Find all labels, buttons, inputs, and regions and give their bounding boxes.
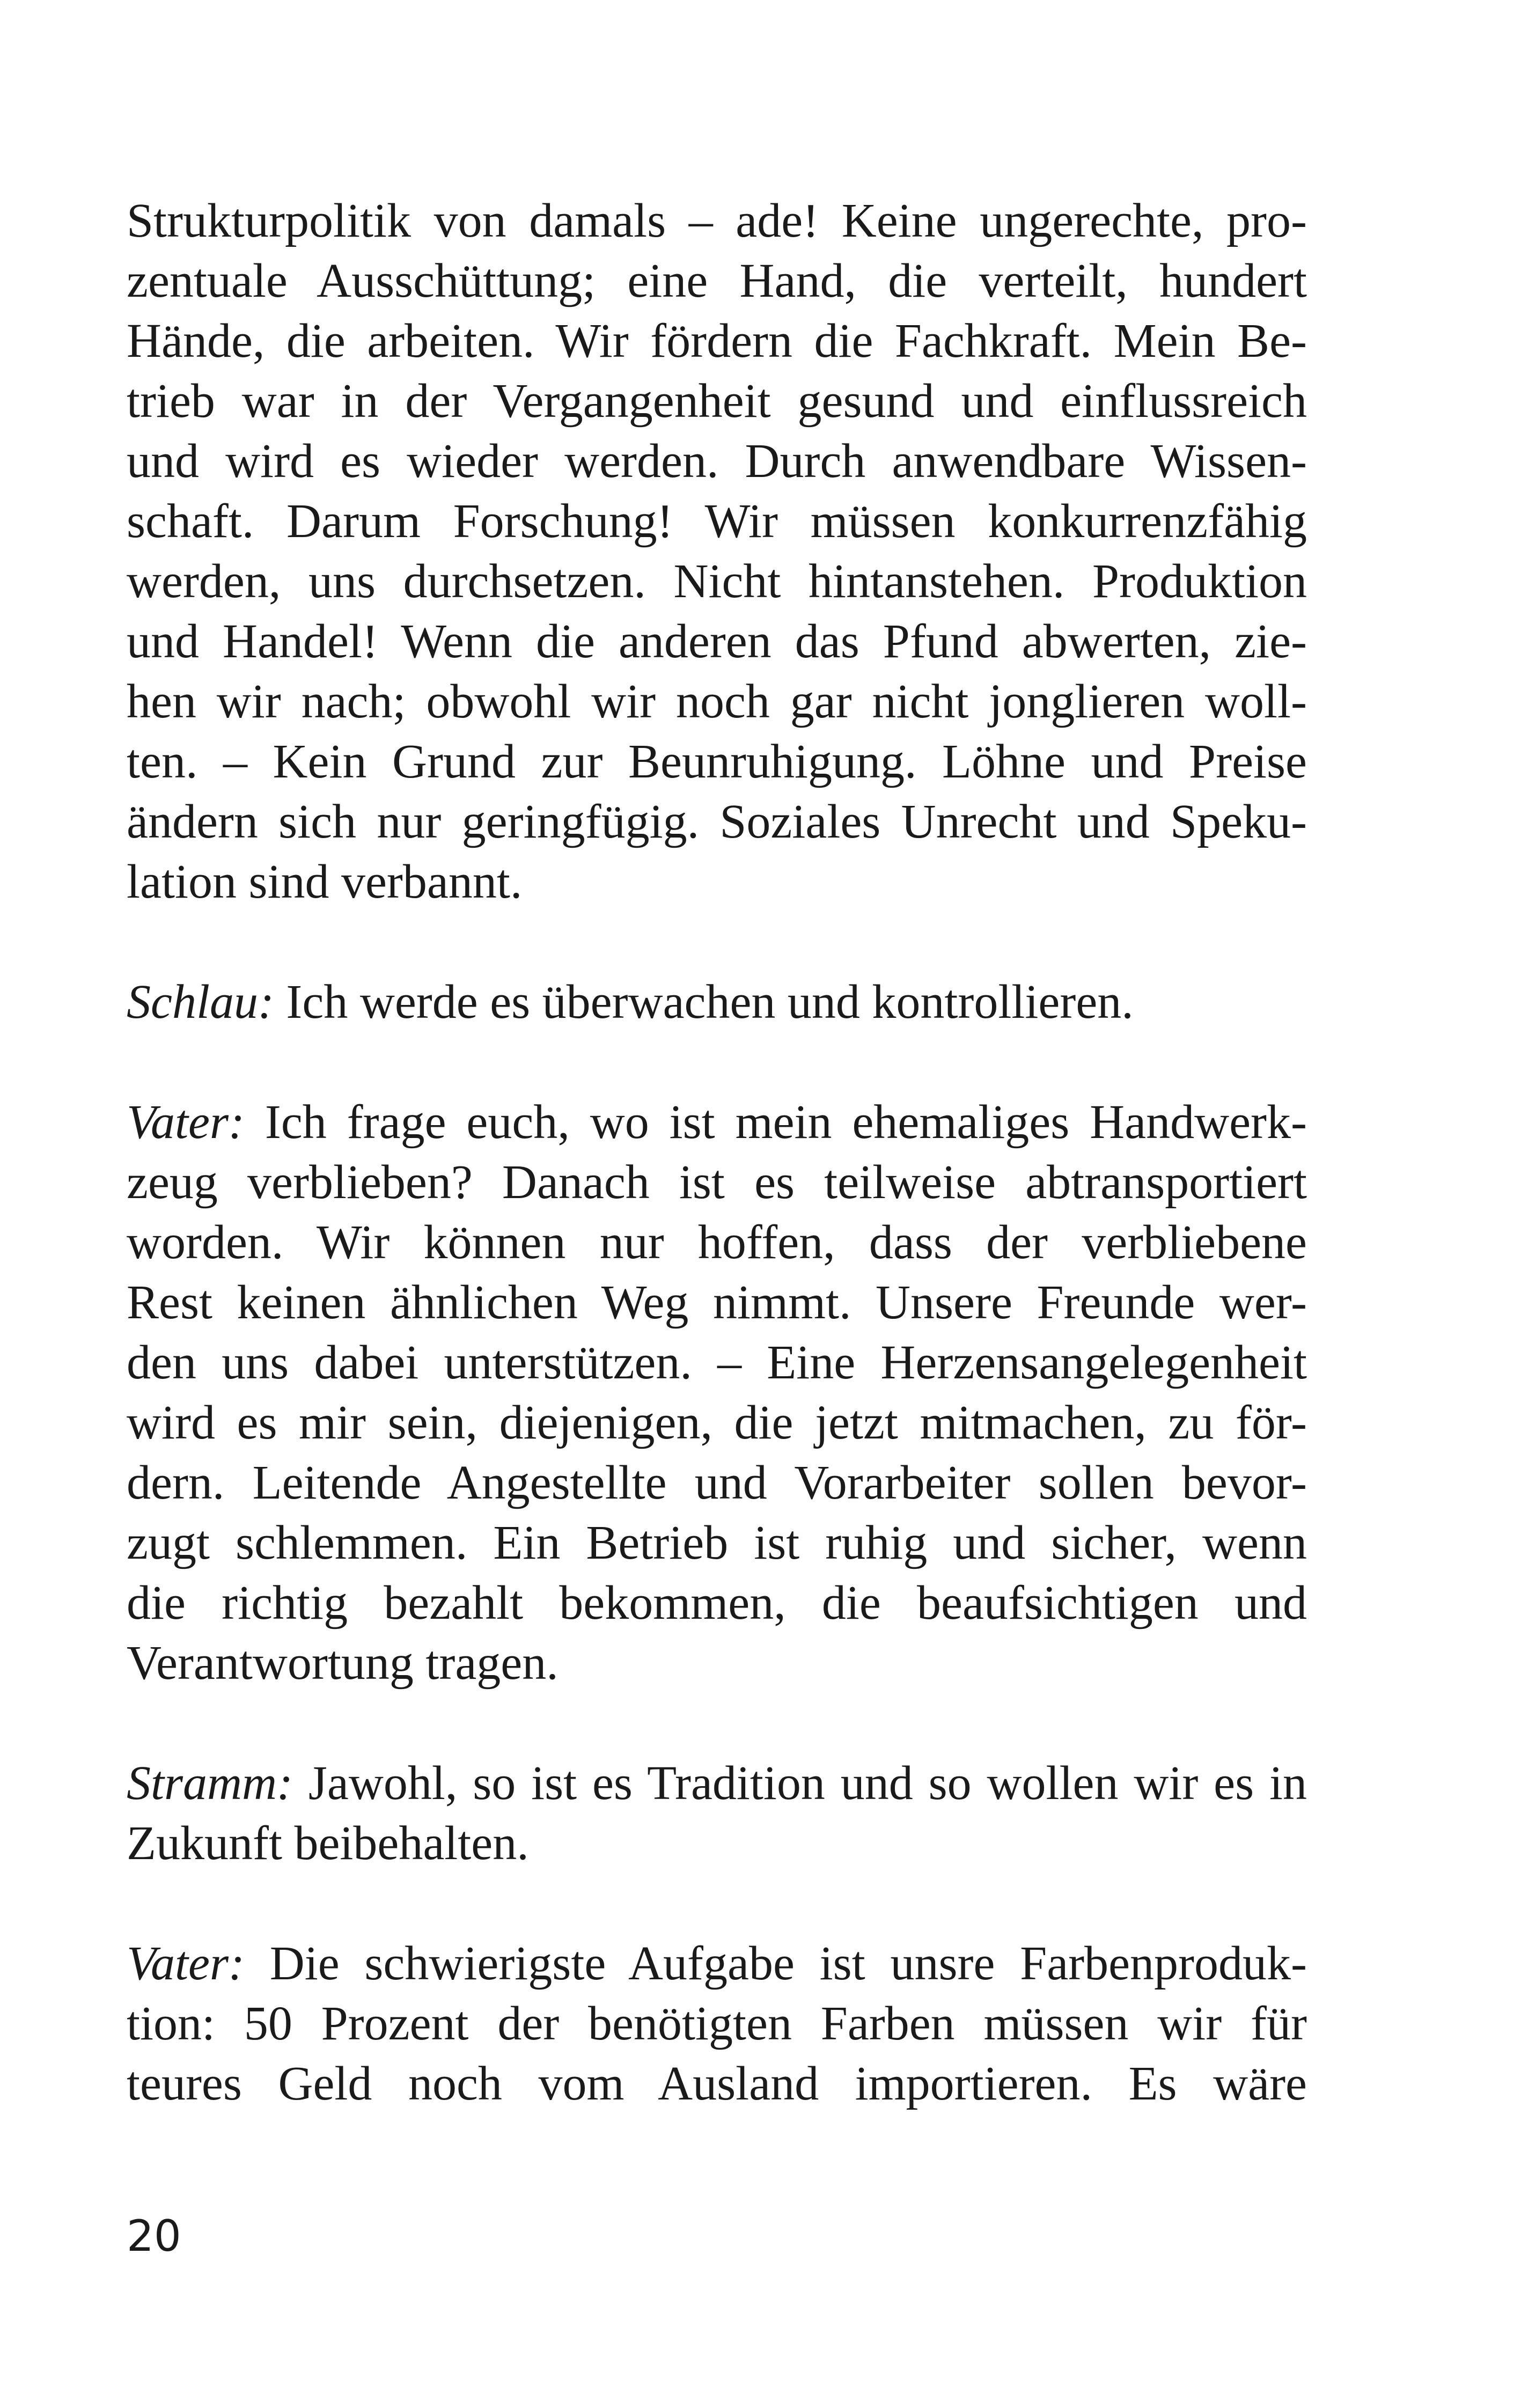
text-line: die richtig bezahlt bekommen, die beaufsichtigen und: [127, 1576, 1307, 1629]
speech-text: Ich frage euch, wo ist mein ehemaliges Handwerk-: [244, 1096, 1307, 1149]
body-text: [127, 191, 1307, 2114]
speech-text: Ich werde es überwachen und kontrollieren.: [274, 975, 1134, 1029]
text-line: [127, 1092, 1307, 1152]
speech-text: Jawohl, so ist es Tradition und so wollen wir es in: [293, 1757, 1307, 1810]
paragraph: [127, 1092, 1307, 1693]
text-line: schaft. Darum Forschung! Wir müssen konkurrenzfähig: [127, 495, 1307, 548]
paragraph-gap: [127, 912, 1307, 972]
paragraph-gap: [127, 1874, 1307, 1934]
text-line: werden, uns durchsetzen. Nicht hintanstehen. Produktion: [127, 555, 1307, 608]
text-line: worden. Wir können nur hoffen, dass der verbliebene: [127, 1216, 1307, 1269]
page-number: 20: [127, 2211, 181, 2261]
paragraph: [127, 1753, 1307, 1874]
text-line: und wird es wieder werden. Durch anwendbare Wissen-: [127, 435, 1307, 488]
speaker-name: Vater:: [127, 1096, 245, 1149]
speech-text: Die schwierigste Aufgabe ist unsre Farbenproduk-: [244, 1937, 1307, 1990]
text-line: Zukunft beibehalten.: [127, 1817, 529, 1870]
text-line: den uns dabei unterstützen. – Eine Herzensangelegenheit: [127, 1336, 1307, 1389]
text-line: wird es mir sein, diejenigen, die jetzt mitmachen, zu för-: [127, 1396, 1307, 1449]
text-line: [127, 1934, 1307, 1994]
text-line: Rest keinen ähnlichen Weg nimmt. Unsere Freunde wer-: [127, 1276, 1307, 1329]
text-line: ändern sich nur geringfügig. Soziales Unrecht und Speku-: [127, 795, 1307, 848]
speaker-name: Stramm:: [127, 1757, 293, 1810]
paragraph: [127, 972, 1307, 1032]
paragraph-gap: [127, 1032, 1307, 1092]
text-line: teures Geld noch vom Ausland importieren. Es wäre: [127, 2057, 1307, 2110]
text-line: [127, 1753, 1307, 1814]
paragraph-gap: [127, 1693, 1307, 1753]
text-line: Hände, die arbeiten. Wir fördern die Fachkraft. Mein Be-: [127, 314, 1307, 368]
text-line: dern. Leitende Angestellte und Vorarbeiter sollen bevor-: [127, 1456, 1307, 1509]
paragraph: [127, 1934, 1307, 2114]
speaker-name: Schlau:: [127, 975, 274, 1029]
text-line: tion: 50 Prozent der benötigten Farben müssen wir für: [127, 1997, 1307, 2050]
text-line: Strukturpolitik von damals – ade! Keine ungerechte, pro-: [127, 194, 1307, 247]
speaker-name: Vater:: [127, 1937, 245, 1990]
text-line: Verantwortung tragen.: [127, 1636, 559, 1690]
paragraph: [127, 191, 1307, 912]
text-line: zeug verblieben? Danach ist es teilweise abtransportiert: [127, 1156, 1307, 1209]
text-line: zugt schlemmen. Ein Betrieb ist ruhig und sicher, wenn: [127, 1516, 1307, 1569]
text-line: hen wir nach; obwohl wir noch gar nicht jonglieren woll-: [127, 675, 1307, 728]
text-line: lation sind verbannt.: [127, 855, 523, 908]
text-line: ten. – Kein Grund zur Beunruhigung. Löhne und Preise: [127, 735, 1307, 788]
text-line: trieb war in der Vergangenheit gesund und einflussreich: [127, 375, 1307, 428]
text-line: und Handel! Wenn die anderen das Pfund abwerten, zie-: [127, 615, 1307, 668]
text-line: [127, 972, 1307, 1032]
text-line: zentuale Ausschüttung; eine Hand, die verteilt, hundert: [127, 254, 1307, 307]
